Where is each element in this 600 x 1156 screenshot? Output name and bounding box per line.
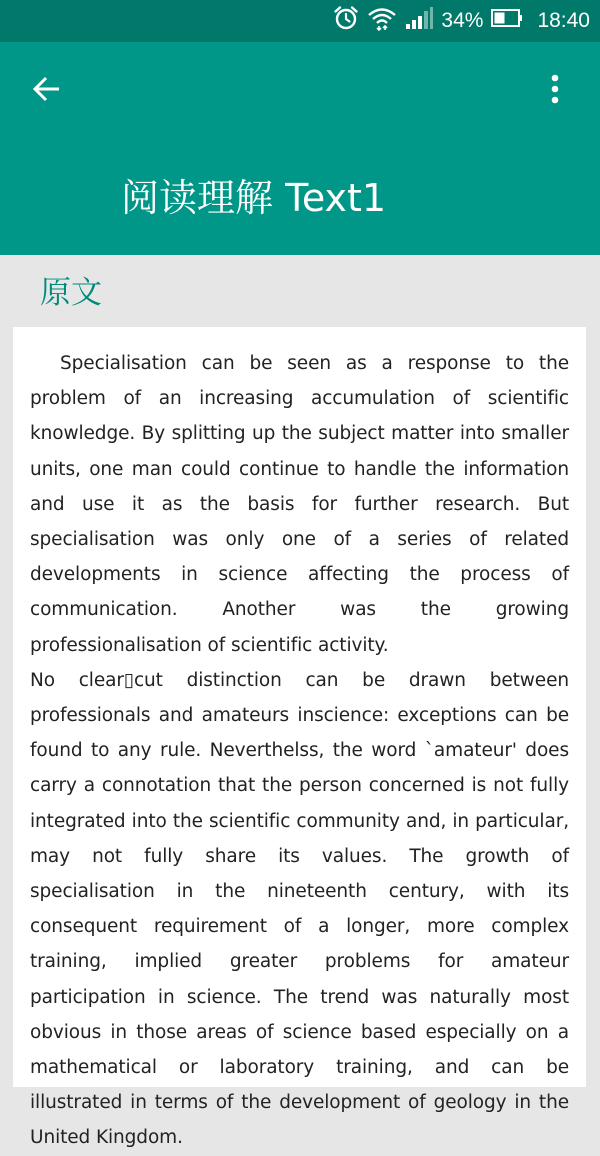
arrow-left-icon [32, 74, 62, 108]
section-title: 原文 [40, 275, 102, 311]
article-paragraph-1: Specialisation can be seen as a response to the problem of an increasing accumulation of scientific knowledge. By splitting up the subject matter into smaller units, one man could continue to handle the information and use it as the basis for further research. But specialisation was only one of a series of related developments in science affecting the process of communication. Another was the growing professionalisation of scientific activity. [30, 353, 569, 656]
page-title: 阅读理解 Text1 [121, 176, 387, 220]
article-card [13, 327, 586, 1149]
article-paragraph-2: No clear▯cut distinction can be drawn between professionals and amateurs inscience: exceptions can be found to any rule. Neverthelss, the word `amateur' does carry a connotation that the person concerned is not fully integrated into the scientific community and, in particular, may not fully share its values. The growth of specialisation in the nineteenth century, with its consequent requirement of a longer, more complex training, implied greater problems for amateur participation in science. The trend was naturally most obvious in those areas of science based especially on a mathematical or laboratory training, and can be illustrated in terms of the development of geology in the United Kingdom. [30, 669, 569, 1149]
status-bar [0, 0, 600, 42]
status-icons [333, 0, 590, 42]
signal-icon [405, 6, 433, 36]
alarm-icon [333, 5, 359, 37]
back-button[interactable] [20, 64, 74, 118]
more-vert-icon [550, 74, 560, 108]
app-bar [0, 42, 600, 255]
battery-percent: 34% [441, 9, 484, 32]
wifi-icon [367, 5, 397, 37]
overflow-menu-button[interactable] [528, 64, 582, 118]
clock: 18:40 [537, 9, 590, 32]
battery-icon [491, 8, 523, 34]
